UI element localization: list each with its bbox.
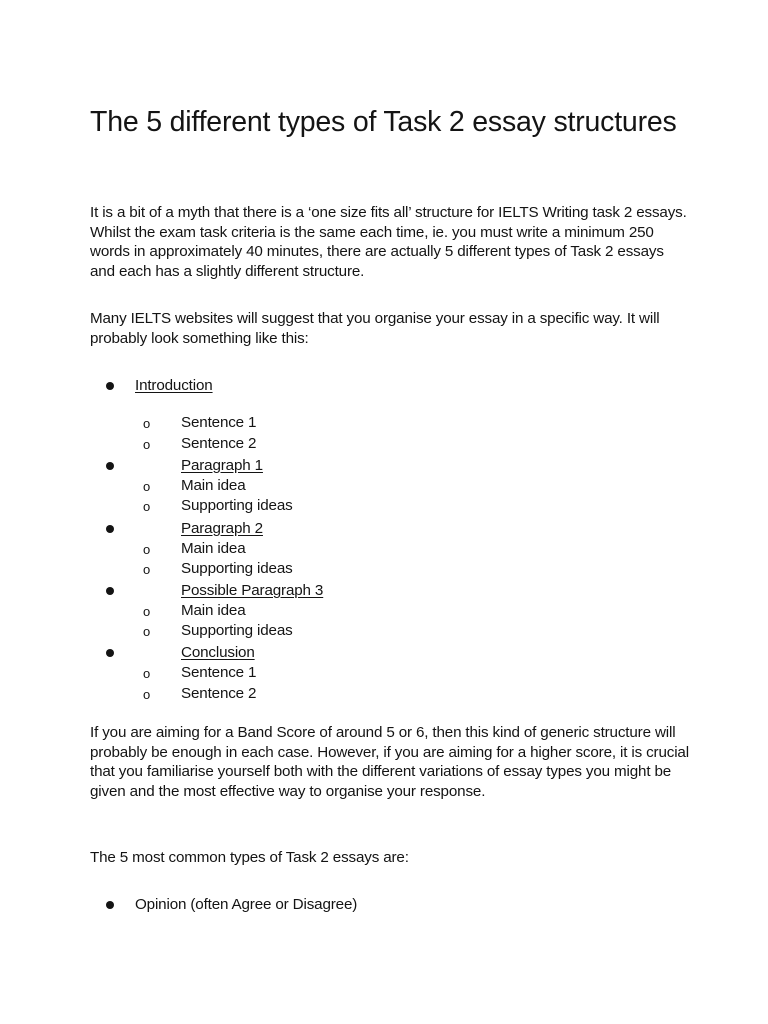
sub-bullet-marker: o — [143, 562, 151, 577]
websites-paragraph: Many IELTS websites will suggest that you organise your essay in a specific way. It will probably look something like this: — [90, 310, 660, 347]
outline-section-conclusion: Conclusion — [181, 644, 255, 661]
outline-section-paragraph-2: Paragraph 2 — [181, 520, 263, 537]
outline-section-paragraph-1: Paragraph 1 — [181, 457, 263, 474]
outline-item: Main idea — [181, 602, 246, 619]
bullet-marker — [106, 587, 114, 595]
common-types-intro: The 5 most common types of Task 2 essays are: — [90, 849, 409, 866]
bullet-marker — [106, 462, 114, 470]
outline-item: Sentence 1 — [181, 664, 257, 681]
sub-bullet-marker: o — [143, 479, 151, 494]
sub-bullet-marker: o — [143, 624, 151, 639]
sub-bullet-marker: o — [143, 437, 151, 452]
bullet-marker — [106, 525, 114, 533]
sub-bullet-marker: o — [143, 542, 151, 557]
sub-bullet-marker: o — [143, 687, 151, 702]
outline-section-possible-paragraph-3: Possible Paragraph 3 — [181, 582, 324, 599]
bullet-marker — [106, 901, 114, 909]
sub-bullet-marker: o — [143, 604, 151, 619]
sub-bullet-marker: o — [143, 416, 151, 431]
outline-item: Sentence 2 — [181, 685, 257, 702]
essay-type-item: Opinion (often Agree or Disagree) — [135, 896, 358, 913]
outline-item: Main idea — [181, 477, 246, 494]
outline-item: Supporting ideas — [181, 560, 293, 577]
outline-section-introduction: Introduction — [135, 377, 213, 394]
outline-item: Sentence 1 — [181, 414, 257, 431]
outline-item: Main idea — [181, 540, 246, 557]
intro-paragraph: It is a bit of a myth that there is a ‘one size fits all’ structure for IELTS Writing task 2 essays. Whilst the exam task criteria is the same each time, ie. you must write a minimum 250 words in approximately 40 minutes, there are actually 5 different types of Task 2 essays and each has a slightly different structure. — [90, 204, 687, 280]
outline-item: Supporting ideas — [181, 622, 293, 639]
outline-item: Sentence 2 — [181, 435, 257, 452]
page-title: The 5 different types of Task 2 essay structures — [90, 106, 677, 138]
band-score-paragraph: If you are aiming for a Band Score of around 5 or 6, then this kind of generic structure will probably be enough in each case. However, if you are aiming for a higher score, it is crucial that you familiarise yourself both with the different variations of essay types you might be given and the most effective way to organise your response. — [90, 724, 689, 800]
bullet-marker — [106, 649, 114, 657]
sub-bullet-marker: o — [143, 499, 151, 514]
sub-bullet-marker: o — [143, 666, 151, 681]
outline-item: Supporting ideas — [181, 497, 293, 514]
bullet-marker — [106, 382, 114, 390]
